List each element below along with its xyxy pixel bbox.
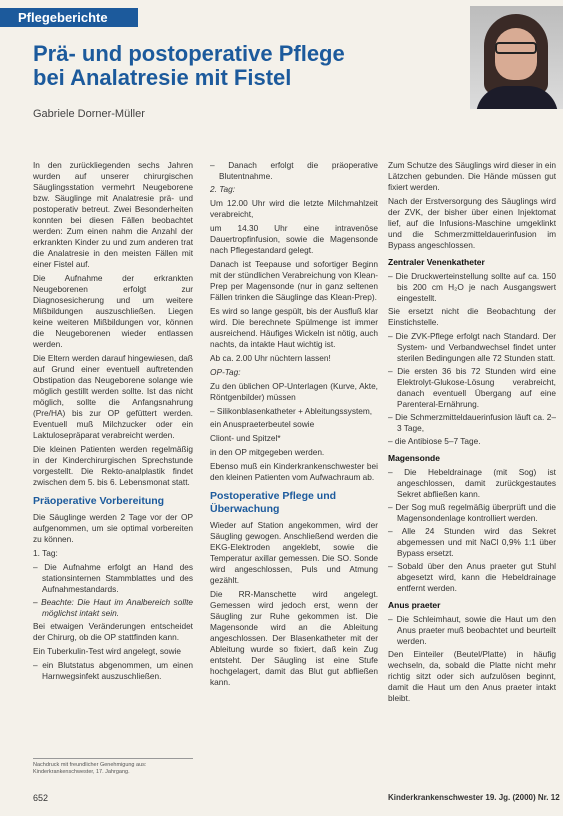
paragraph: um 14.30 Uhr eine intravenöse Dauertropfinfusion, sowie die Magensonde nach Pflegestandard gelegt. bbox=[210, 223, 378, 255]
heading-magensonde: Magensonde bbox=[388, 453, 440, 463]
paragraph: Danach ist Teepause und sofortiger Beginn mit der stündlichen Verabreichung von Klean-Prep per Magensonde (nur in ganz seltenen Fällen trinken die Säuglinge das Klean-Prep). bbox=[210, 259, 378, 302]
paragraph: ein Anuspraeterbeutel sowie bbox=[210, 419, 315, 429]
list-item: – Danach erfolgt die präoperative Blutentnahme. bbox=[210, 160, 378, 181]
list-item: – Die Druckwerteinstellung sollte auf ca. 150 bis 200 cm H₂O je nach Ausgangswert eingestellt. bbox=[388, 271, 556, 303]
list-item: – Die Schmerzmitteldauerinfusion läuft ca. 2–3 Tage, bbox=[388, 412, 556, 433]
footnote: Nachdruck mit freundlicher Genehmigung aus: Kinderkrankenschwester, 17. Jahrgang. bbox=[33, 758, 193, 776]
paragraph: Nach der Erstversorgung des Säuglings wird der ZVK, der bisher über einen Injektomat lief, auf die Infusions-Maschine umgeklinkt und die Schmerzmitteldauerinfusion im Bypass angeschlossen. bbox=[388, 196, 556, 250]
day-label: 2. Tag: bbox=[210, 184, 236, 194]
author-name: Gabriele Dorner-Müller bbox=[33, 108, 145, 120]
paragraph: Bei etwaigen Veränderungen entscheidet der Chirurg, ob die OP stattfinden kann. bbox=[33, 621, 193, 642]
day-label: OP-Tag: bbox=[210, 367, 241, 377]
paragraph: Die Säuglinge werden 2 Tage vor der OP aufgenommen, um sie optimal vorbereiten zu können. bbox=[33, 512, 193, 544]
paragraph: Den Einteiler (Beutel/Platte) in häufig wechseln, da, sobald die Platte nicht mehr richtig sitzt oder sich aufzulösen beginnt, damit die Haut um den Anus praeter intakt bleibt. bbox=[388, 649, 556, 703]
journal-reference: Kinderkrankenschwester 19. Jg. (2000) Nr. 12 bbox=[388, 793, 560, 802]
section-label: Pflegeberichte bbox=[0, 8, 138, 27]
paragraph: Um 12.00 Uhr wird die letzte Milchmahlzeit verabreicht, bbox=[210, 198, 378, 219]
paragraph: Ab ca. 2.00 Uhr nüchtern lassen! bbox=[210, 353, 331, 363]
heading-postoperative: Postoperative Pflege und Überwachung bbox=[210, 490, 337, 515]
paragraph: Wieder auf Station angekommen, wird der Säugling gewogen. Anschließend werden die EKG-Elektroden angeklebt, sowie die Temperatur axillar gemessen. Die SO. Sonde wird angeschlossen, Puls und Atmung gezählt. bbox=[210, 520, 378, 585]
paragraph: Die RR-Manschette wird angelegt. Gemessen wird jedoch erst, wenn der Säugling zur Ruhe gekommen ist. Die Magensonde wird an die Ableitung angeschlossen. Der Blasenkatheter mit der Ableitung wurde so fixiert, daß kein Zug entsteht. Der Säugling ist eine Stufe hochgelagert, damit das Blut gut abfließen kann. bbox=[210, 589, 378, 687]
heading-preoperative: Präoperative Vorbereitung bbox=[33, 495, 165, 507]
paragraph: Zu den üblichen OP-Unterlagen (Kurve, Akte, Röntgenbilder) müssen bbox=[210, 381, 378, 402]
paragraph: Ein Tuberkulin-Test wird angelegt, sowie bbox=[33, 646, 182, 656]
list-item: – Die Hebeldrainage (mit Sog) ist angeschlossen, damit zurückgestautes Sekret abfließen kann. bbox=[388, 467, 556, 499]
list-item: – Die ersten 36 bis 72 Stunden wird eine Elektrolyt-Glukose-Lösung verabreicht, danach eventuell Übergang auf eine Parenteral-Ernährung. bbox=[388, 366, 556, 409]
list-item: – Die Schleimhaut, sowie die Haut um den Anus praeter muß beobachtet und beurteilt werden. bbox=[388, 614, 556, 646]
list-item: – ein Blutstatus abgenommen, um einen Harnwegsinfekt auszuschließen. bbox=[33, 660, 193, 681]
paragraph: In den zurückliegenden sechs Jahren wurden auf unserer chirurgischen Säuglingsstation vermehrt Neugeborene bzw. Säuglinge mit Analatresie prä- und postoperativ betreut. Zwei Besonderheiten konnten bei diesen Fällen beobachtet werden: Zum einen nahm die Anzahl der erkrankten Kinder zu und zum anderen trat die Analatresie in den meisten Fällen mit einer Fistel auf. bbox=[33, 160, 193, 269]
author-photo bbox=[470, 6, 563, 109]
column-2 bbox=[210, 160, 378, 691]
list-item: – Die Aufnahme erfolgt an Hand des stationsinternen Stammblattes und des Aufnahmestandards. bbox=[33, 562, 193, 594]
paragraph: Die Aufnahme der erkrankten Neugeborenen erfolgt zur Diagnosesicherung und um weitere Mißbildungen auszuschließen. Liegen keine weiteren Mißbildungen vor, können die Neugeborenen wieder entlassen werden. bbox=[33, 273, 193, 349]
paragraph: Die kleinen Patienten werden regelmäßig in der Kinderchirurgischen Sprechstunde vorgestellt. Die Rekto-analplastik findet zwischen dem 5. bis 6. Lebensmonat statt. bbox=[33, 444, 193, 487]
list-item: – Silikonblasenkatheter + Ableitungssystem, bbox=[210, 406, 373, 416]
column-1 bbox=[33, 160, 193, 684]
title-line-1: Prä- und postoperative Pflege bbox=[33, 41, 345, 66]
paragraph: Sie ersetzt nicht die Beobachtung der Einstichstelle. bbox=[388, 306, 556, 327]
heading-anus-praeter: Anus praeter bbox=[388, 600, 441, 610]
list-item: – Die ZVK-Pflege erfolgt nach Standard. Der System- und Verbandwechsel findet unter sterilen Bedingungen alle 72 Stunden statt. bbox=[388, 331, 556, 363]
article-title bbox=[33, 42, 433, 90]
list-item: – Beachte: Die Haut im Analbereich sollte möglichst intakt sein. bbox=[33, 597, 193, 618]
column-3 bbox=[388, 160, 556, 707]
page-number: 652 bbox=[33, 793, 49, 803]
list-item: – Sobald über den Anus praeter gut Stuhl abgesetzt wird, kann die Hebeldrainage entfernt werden. bbox=[388, 561, 556, 593]
photo-glasses bbox=[495, 42, 537, 54]
heading-zvk: Zentraler Venenkatheter bbox=[388, 257, 485, 267]
paragraph: Die Eltern werden darauf hingewiesen, daß auf Grund einer eventuell auftretenden Obstipation das Neugeborene solange wie möglich gestillt werden sollte. Ist das nicht möglich, sollte die Anfangsnahrung (Pre/HA) bis zur OP gefüttert werden. Eventuell muß Milchzucker oder ein Laktulosepräparat verabreicht werden. bbox=[33, 353, 193, 440]
day-label: 1. Tag: bbox=[33, 548, 58, 558]
list-item: – die Antibiose 5–7 Tage. bbox=[388, 436, 481, 446]
paragraph: Zum Schutze des Säuglings wird dieser in ein Lätzchen gebunden. Die Hände müssen gut fixiert werden. bbox=[388, 160, 556, 192]
paragraph: Es wird so lange gespült, bis der Ausfluß klar wird. Die berechnete Spülmenge ist immer ausreichend. Häufiges Wickeln ist nötig, auch nachts, da intakte Haut wichtig ist. bbox=[210, 306, 378, 349]
list-item: – Der Sog muß regelmäßig überprüft und die Magensondenlage kontrolliert werden. bbox=[388, 502, 556, 523]
paragraph: Cliont- und Spitzel* bbox=[210, 433, 281, 443]
list-item: – Alle 24 Stunden wird das Sekret abgemessen und mit NaCl 0,9% 1:1 über Bypass ersetzt. bbox=[388, 526, 556, 558]
photo-face bbox=[495, 28, 537, 80]
title-line-2: bei Analatresie mit Fistel bbox=[33, 65, 292, 90]
paragraph: in den OP mitgegeben werden. bbox=[210, 447, 325, 457]
paragraph: Ebenso muß ein Kinderkrankenschwester bei den kleinen Patienten vom Aufwachraum ab. bbox=[210, 461, 378, 482]
